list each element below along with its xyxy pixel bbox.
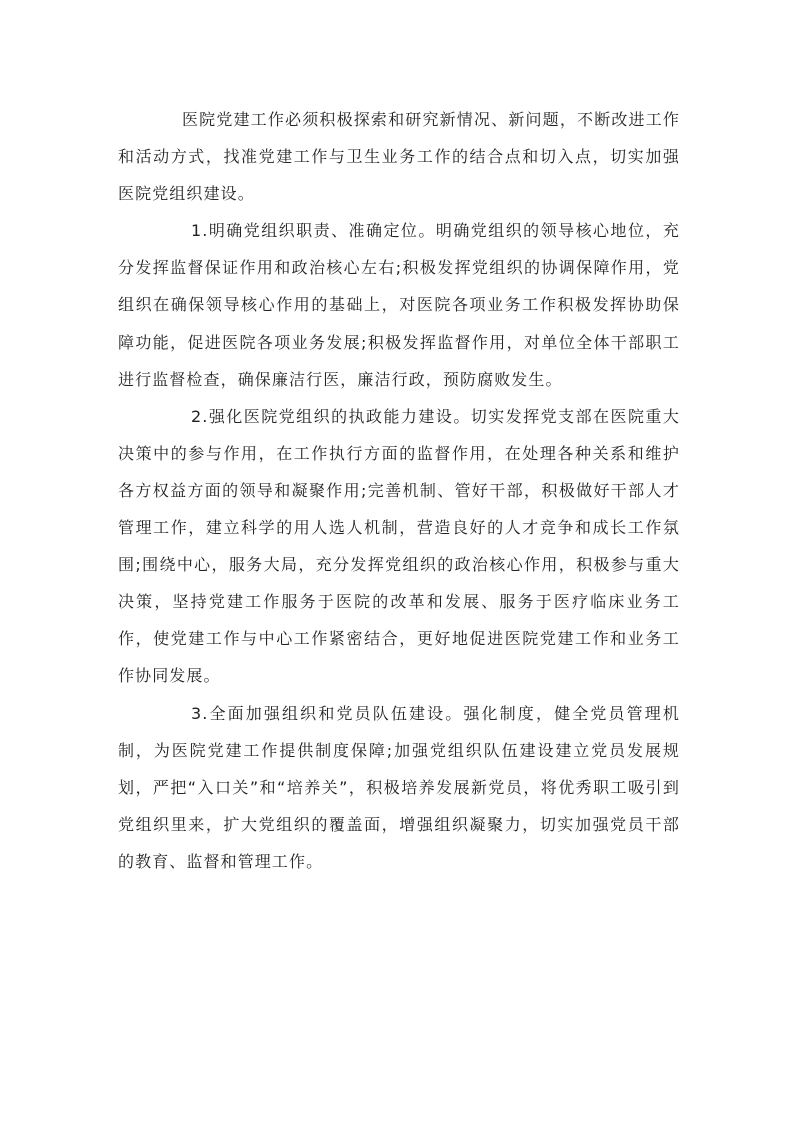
section-1-paragraph: 1.明确党组织职责、准确定位。明确党组织的领导核心地位，充分发挥监督保证作用和政治核心左右;积极发挥党组织的协调保障作用，党组织在确保领导核心作用的基础上，对医院各项业务工作积极发挥协助保障功能，促进医院各项业务发展;积极发挥监督作用，对单位全体干部职工进行监督检查，确保廉洁行医，廉洁行政，预防腐败发生。 bbox=[118, 221, 680, 389]
document-body bbox=[118, 101, 680, 880]
section-3-paragraph: 3.全面加强组织和党员队伍建设。强化制度，健全党员管理机制，为医院党建工作提供制度保障;加强党组织队伍建设建立党员发展规划，严把“入口关”和“培养关”，积极培养发展新党员，将优秀职工吸引到党组织里来，扩大党组织的覆盖面，增强组织凝聚力，切实加强党员干部的教育、监督和管理工作。 bbox=[118, 703, 680, 871]
section-2-paragraph: 2.强化医院党组织的执政能力建设。切实发挥党支部在医院重大决策中的参与作用，在工作执行方面的监督作用，在处理各种关系和维护各方权益方面的领导和凝聚作用;完善机制、管好干部，积极做好干部人才管理工作，建立科学的用人选人机制，营造良好的人才竞争和成长工作氛围;围绕中心，服务大局，充分发挥党组织的政治核心作用，积极参与重大决策，坚持党建工作服务于医院的改革和发展、服务于医疗临床业务工作，使党建工作与中心工作紧密结合，更好地促进医院党建工作和业务工作协同发展。 bbox=[118, 406, 680, 686]
intro-paragraph: 医院党建工作必须积极探索和研究新情况、新问题，不断改进工作和活动方式，找准党建工作与卫生业务工作的结合点和切入点，切实加强医院党组织建设。 bbox=[118, 110, 680, 204]
